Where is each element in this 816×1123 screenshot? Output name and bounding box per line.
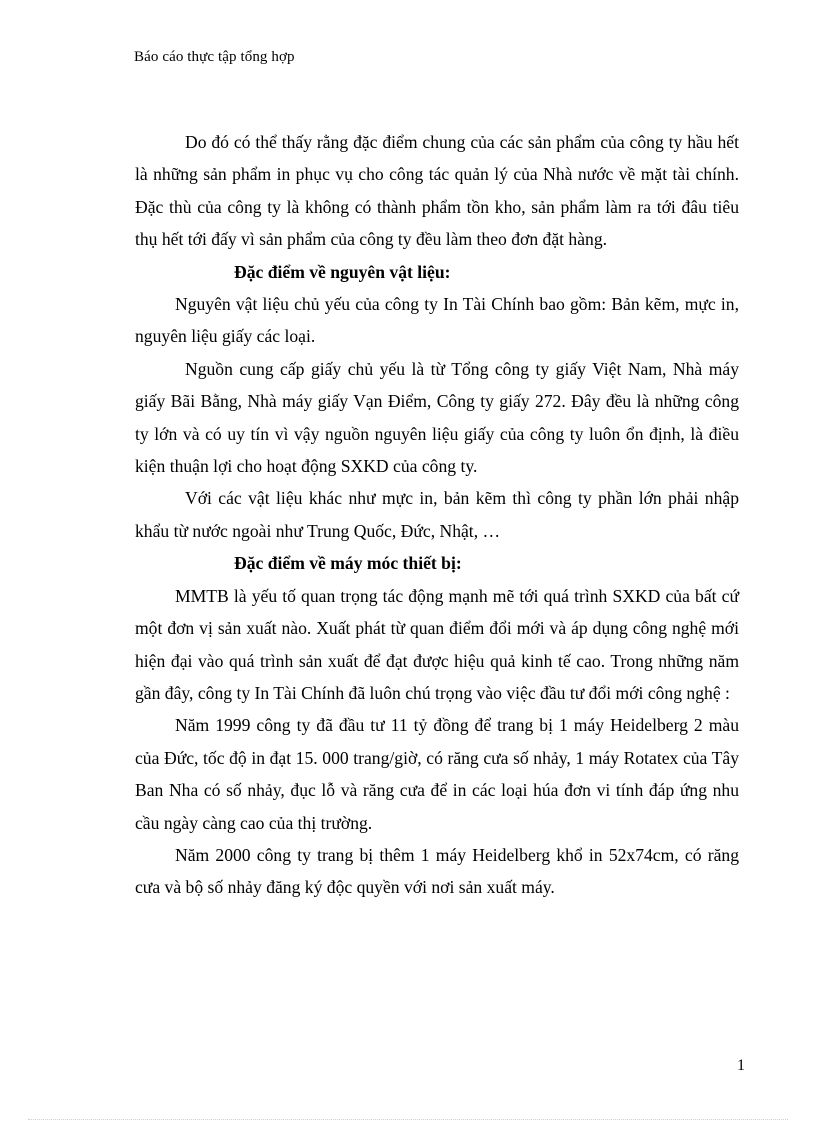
document-body — [135, 126, 739, 904]
paragraph-other-materials: Với các vật liệu khác như mực in, bản kẽm thì công ty phần lớn phải nhập khẩu từ nước ngoài như Trung Quốc, Đức, Nhật, … — [135, 488, 739, 541]
paragraph-product-characteristics: Do đó có thể thấy rằng đặc điểm chung của các sản phẩm của công ty hầu hết là những sản phẩm in phục vụ cho công tác quản lý của Nhà nước về mặt tài chính. Đặc thù của công ty là không có thành phẩm tồn kho, sản phẩm làm ra tới đâu tiêu thụ hết tới đấy vì sản phẩm của công ty đều làm theo đơn đặt hàng. — [135, 132, 739, 250]
paragraph-machinery-intro: MMTB là yếu tố quan trọng tác động mạnh mẽ tới quá trình SXKD của bất cứ một đơn vị sản xuất nào. Xuất phát từ quan điểm đổi mới và áp dụng công nghệ mới hiện đại vào quá trình sản xuất để đạt được hiệu quả kinh tế cao. Trong những năm gần đây, công ty In Tài Chính đã luôn chú trọng vào việc đầu tư đổi mới công nghệ : — [135, 585, 739, 703]
paragraph-raw-materials: Nguyên vật liệu chủ yếu của công ty In Tài Chính bao gồm: Bản kẽm, mực in, nguyên liệu giấy các loại. — [135, 294, 739, 347]
page-number: 1 — [737, 1057, 745, 1074]
heading-machinery: Đặc điểm về máy móc thiết bị: — [234, 553, 462, 574]
page-header: Báo cáo thực tập tổng hợp — [134, 49, 295, 65]
paragraph-machinery-1999: Năm 1999 công ty đã đầu tư 11 tỷ đồng để trang bị 1 máy Heidelberg 2 màu của Đức, tốc độ in đạt 15. 000 trang/giờ, có răng cưa số nhảy, 1 máy Rotatex của Tây Ban Nha có số nhảy, đục lỗ và răng cưa để in các loại húa đơn vi tính đáp ứng nhu cầu ngày càng cao của thị trường. — [135, 715, 739, 833]
paragraph-machinery-2000: Năm 2000 công ty trang bị thêm 1 máy Heidelberg khổ in 52x74cm, có răng cưa và bộ số nhảy đăng ký độc quyền với nơi sản xuất máy. — [135, 844, 739, 898]
heading-raw-materials: Đặc điểm về nguyên vật liệu: — [234, 261, 451, 282]
paragraph-paper-sources: Nguồn cung cấp giấy chủ yếu là từ Tổng công ty giấy Việt Nam, Nhà máy giấy Bãi Bằng, Nhà máy giấy Vạn Điểm, Công ty giấy 272. Đây đều là những công ty lớn và có uy tín vì vậy nguồn nguyên liệu giấy của công ty luôn ổn định, là điều kiện thuận lợi cho hoạt động SXKD của công ty. — [135, 358, 739, 477]
page-bottom-divider — [28, 1119, 788, 1120]
